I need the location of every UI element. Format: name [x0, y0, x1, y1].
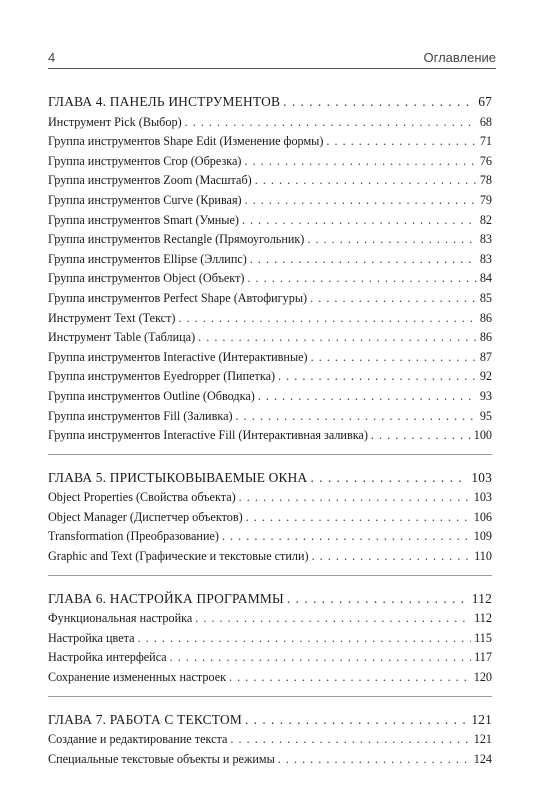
- dot-leader: [283, 92, 475, 112]
- entry-title: Группа инструментов Crop (Обрезка): [48, 153, 242, 168]
- dot-leader: [230, 730, 470, 750]
- entry-title: Группа инструментов Fill (Заливка): [48, 408, 233, 423]
- dot-leader: [198, 328, 477, 348]
- page-ref: 112: [474, 611, 492, 626]
- entry-title: Graphic and Text (Графические и текстовые стили): [48, 549, 309, 564]
- entry-title: Группа инструментов Smart (Умные): [48, 212, 239, 227]
- entry-title: Группа инструментов Zoom (Масштаб): [48, 173, 252, 188]
- toc-entry[interactable]: [48, 152, 492, 172]
- toc-entry[interactable]: [48, 289, 492, 309]
- page-ref: 106: [473, 509, 492, 524]
- entry-title: Transformation (Преобразование): [48, 529, 219, 544]
- entry-title: Настройка интерфейса: [48, 650, 167, 665]
- dot-leader: [278, 750, 471, 770]
- chapter-block: [48, 92, 492, 455]
- entry-title: Инструмент Pick (Выбор): [48, 114, 182, 129]
- dot-leader: [236, 407, 477, 427]
- entry-title: Группа инструментов Outline (Обводка): [48, 388, 255, 403]
- dot-leader: [229, 668, 471, 688]
- dot-leader: [307, 230, 476, 250]
- entry-title: Инструмент Table (Таблица): [48, 330, 196, 345]
- toc-entry[interactable]: [48, 668, 492, 688]
- chapter-title: ГЛАВА 4. ПАНЕЛЬ ИНСТРУМЕНТОВ: [48, 94, 281, 109]
- page-ref: 76: [479, 153, 492, 168]
- chapter-heading[interactable]: [48, 468, 492, 488]
- entry-title: Группа инструментов Rectangle (Прямоугольник): [48, 232, 305, 247]
- page-number: 4: [48, 50, 56, 65]
- toc-entry[interactable]: [48, 488, 492, 508]
- page-ref: 85: [479, 290, 492, 305]
- dot-leader: [278, 367, 477, 387]
- toc-entry[interactable]: [48, 730, 492, 750]
- dot-leader: [239, 488, 471, 508]
- dot-leader: [246, 508, 471, 528]
- entry-title: Специальные текстовые объекты и режимы: [48, 751, 275, 766]
- dot-leader: [195, 609, 471, 629]
- toc-entry[interactable]: [48, 348, 492, 368]
- entry-title: Группа инструментов Curve (Кривая): [48, 192, 242, 207]
- toc-entry[interactable]: [48, 527, 492, 547]
- page-ref: 110: [474, 549, 492, 564]
- page-ref: 82: [479, 212, 492, 227]
- toc-entry[interactable]: [48, 609, 492, 629]
- section-title: Оглавление: [423, 50, 496, 65]
- page-ref: 121: [471, 711, 492, 727]
- toc-entry[interactable]: [48, 367, 492, 387]
- entry-title: Object Properties (Свойства объекта): [48, 490, 236, 505]
- dot-leader: [326, 132, 476, 152]
- entry-title: Группа инструментов Perfect Shape (Автофигуры): [48, 290, 308, 305]
- page-ref: 95: [479, 408, 492, 423]
- entry-title: Группа инструментов Eyedropper (Пипетка): [48, 369, 276, 384]
- page-ref: 83: [479, 251, 492, 266]
- entry-title: Группа инструментов Ellipse (Эллипс): [48, 251, 247, 266]
- entry-title: Инструмент Text (Текст): [48, 310, 176, 325]
- toc-entry[interactable]: [48, 328, 492, 348]
- toc-entry[interactable]: [48, 547, 492, 567]
- chapter-heading[interactable]: [48, 589, 492, 609]
- toc-entry[interactable]: [48, 171, 492, 191]
- dot-leader: [312, 547, 472, 567]
- toc-entry[interactable]: [48, 211, 492, 231]
- page-ref: 124: [473, 751, 492, 766]
- toc-entry[interactable]: [48, 750, 492, 770]
- page-ref: 84: [479, 271, 492, 286]
- page-ref: 86: [479, 330, 492, 345]
- dot-leader: [310, 289, 477, 309]
- entry-title: Создание и редактирование текста: [48, 732, 228, 747]
- entry-title: Группа инструментов Interactive Fill (Интерактивная заливка): [48, 428, 368, 443]
- page-ref: 115: [474, 630, 492, 645]
- page-ref: 67: [478, 94, 492, 109]
- dot-leader: [185, 113, 477, 133]
- page-ref: 103: [473, 490, 492, 505]
- toc-entry[interactable]: [48, 407, 492, 427]
- dot-leader: [287, 589, 469, 609]
- chapter-block: [48, 710, 492, 778]
- dot-leader: [138, 629, 472, 649]
- toc-entry[interactable]: [48, 191, 492, 211]
- chapter-title: ГЛАВА 6. НАСТРОЙКА ПРОГРАММЫ: [48, 590, 284, 606]
- dot-leader: [310, 468, 468, 488]
- page-ref: 87: [479, 349, 492, 364]
- toc-entry[interactable]: [48, 132, 492, 152]
- dot-leader: [245, 710, 468, 730]
- page-ref: 71: [479, 134, 492, 149]
- dot-leader: [255, 171, 477, 191]
- page-ref: 103: [471, 469, 492, 485]
- toc-entry[interactable]: [48, 629, 492, 649]
- toc-entry[interactable]: [48, 230, 492, 250]
- entry-title: Object Manager (Диспетчер объектов): [48, 509, 243, 524]
- chapter-title: ГЛАВА 7. РАБОТА С ТЕКСТОМ: [48, 711, 242, 727]
- page-ref: 109: [473, 529, 492, 544]
- page-ref: 78: [479, 173, 492, 188]
- entry-title: Группа инструментов Object (Объект): [48, 271, 245, 286]
- toc-entry[interactable]: [48, 269, 492, 289]
- dot-leader: [245, 191, 477, 211]
- dot-leader: [178, 309, 476, 329]
- toc-entry[interactable]: [48, 648, 492, 668]
- page-ref: 86: [479, 310, 492, 325]
- dot-leader: [258, 387, 477, 407]
- page-ref: 121: [473, 732, 492, 747]
- toc-entry[interactable]: [48, 113, 492, 133]
- toc-entry[interactable]: [48, 250, 492, 270]
- running-head: [48, 50, 496, 69]
- toc-entry[interactable]: [48, 387, 492, 407]
- dot-leader: [371, 426, 471, 446]
- entry-title: Группа инструментов Interactive (Интерактивные): [48, 349, 308, 364]
- toc-entry[interactable]: [48, 426, 492, 446]
- dot-leader: [247, 269, 476, 289]
- page-ref: 112: [471, 590, 492, 606]
- page-ref: 79: [479, 192, 492, 207]
- page-ref: 100: [473, 428, 492, 443]
- dot-leader: [244, 152, 476, 172]
- entry-title: Настройка цвета: [48, 630, 135, 645]
- dot-leader: [311, 348, 477, 368]
- table-of-contents: [48, 92, 492, 790]
- chapter-title: ГЛАВА 5. ПРИСТЫКОВЫВАЕМЫЕ ОКНА: [48, 469, 308, 485]
- dot-leader: [170, 648, 471, 668]
- dot-leader: [250, 250, 477, 270]
- dot-leader: [222, 527, 471, 547]
- entry-title: Сохранение измененных настроек: [48, 670, 227, 685]
- page-ref: 68: [479, 114, 492, 129]
- entry-title: Группа инструментов Shape Edit (Изменение формы): [48, 134, 324, 149]
- page-ref: 92: [479, 369, 492, 384]
- page-ref: 120: [473, 670, 492, 685]
- toc-entry[interactable]: [48, 508, 492, 528]
- entry-title: Функциональная настройка: [48, 611, 193, 626]
- chapter-heading[interactable]: [48, 92, 492, 112]
- page-ref: 117: [474, 650, 492, 665]
- page-ref: 93: [479, 388, 492, 403]
- page-ref: 83: [479, 232, 492, 247]
- toc-entry[interactable]: [48, 309, 492, 329]
- chapter-heading[interactable]: [48, 710, 492, 730]
- dot-leader: [242, 211, 477, 231]
- chapter-block: [48, 468, 492, 576]
- chapter-block: [48, 589, 492, 697]
